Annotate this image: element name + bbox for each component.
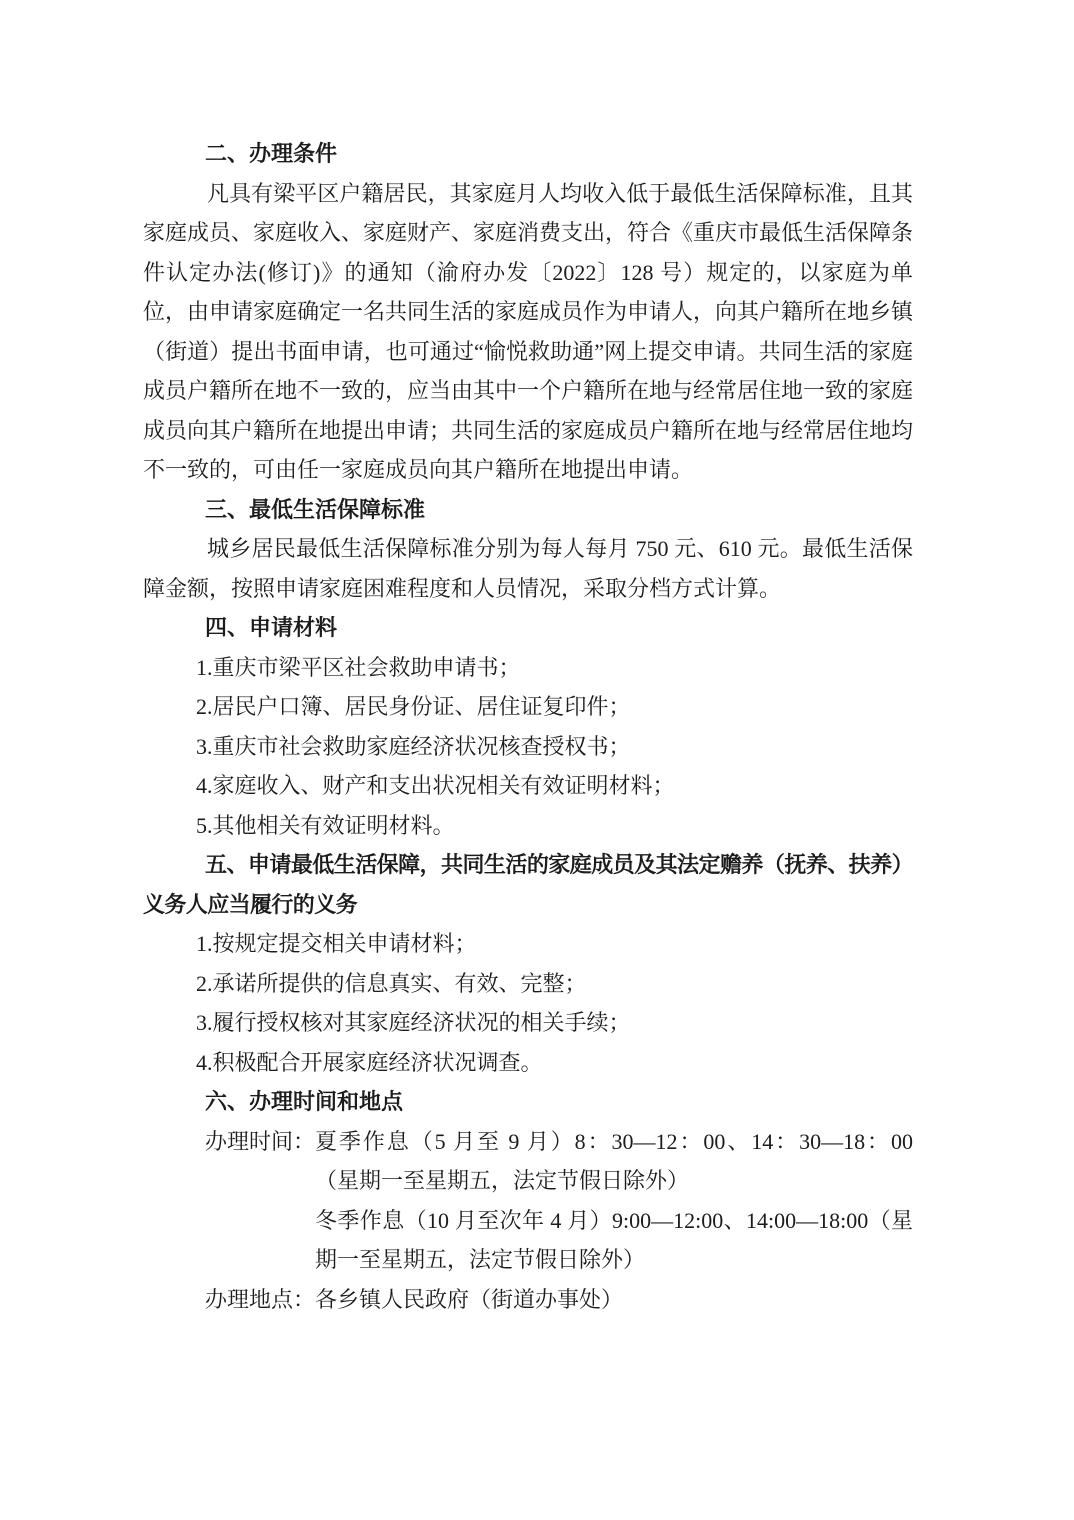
schedule-summer-hours: 夏季作息（5 月至 9 月）8：30—12：00、14：30—18：00（星期一至星期五，法定节假日除外） — [315, 1128, 913, 1193]
obligation-item-4: 4.积极配合开展家庭经济状况调查。 — [196, 1049, 543, 1075]
material-item-2: 2.居民户口簿、居民身份证、居住证复印件； — [196, 694, 631, 719]
material-item-4: 4.家庭收入、财产和支出状况相关有效证明材料； — [196, 773, 675, 798]
section-heading-obligations: 五、申请最低生活保障，共同生活的家庭成员及其法定赡养（抚养、扶养）义务人应当履行的义务 — [143, 852, 913, 917]
schedule-winter-hours: 冬季作息（10 月至次年 4 月）9:00—12:00、14:00—18:00（星期一至星期五，法定节假日除外） — [315, 1207, 913, 1272]
schedule-time-entries — [315, 1122, 913, 1280]
schedule-place-value: 各乡镇人民政府（街道办事处） — [315, 1286, 624, 1312]
section-heading-time-place: 六、办理时间和地点 — [205, 1089, 404, 1114]
obligation-item-3: 3.履行授权核对其家庭经济状况的相关手续； — [196, 1010, 631, 1035]
paragraph-conditions: 凡具有梁平区户籍居民，其家庭月人均收入低于最低生活保障标准，且其家庭成员、家庭收入、家庭财产、家庭消费支出，符合《重庆市最低生活保障条件认定办法(修订)》的通知（渝府办发〔2022〕128 号）规定的，以家庭为单位，由申请家庭确定一名共同生活的家庭成员作为申请人，向其户籍所在地乡镇（街道）提出书面申请，也可通过“愉悦救助通”网上提交申请。共同生活的家庭成员户籍所在地不一致的，应当由其中一个户籍所在地与经常居住地一致的家庭成员向其户籍所在地提出申请；共同生活的家庭成员户籍所在地与经常居住地均不一致的，可由任一家庭成员向其户籍所在地提出申请。 — [143, 180, 914, 482]
paragraph-standard: 城乡居民最低生活保障标准分别为每人每月 750 元、610 元。最低生活保障金额，按照申请家庭困难程度和人员情况，采取分档方式计算。 — [143, 536, 913, 601]
schedule-time-row — [143, 1122, 913, 1280]
document-content — [143, 134, 913, 1319]
section-heading-standard: 三、最低生活保障标准 — [205, 496, 426, 522]
obligation-item-1: 1.按规定提交相关申请材料； — [196, 931, 477, 956]
schedule-time-label: 办理时间： — [205, 1128, 316, 1154]
section-heading-materials: 四、申请材料 — [205, 615, 338, 640]
schedule-place-row — [143, 1280, 913, 1320]
material-item-5: 5.其他相关有效证明材料。 — [196, 812, 455, 838]
material-item-3: 3.重庆市社会救助家庭经济状况核查授权书； — [196, 733, 631, 759]
obligation-item-2: 2.承诺所提供的信息真实、有效、完整； — [196, 970, 587, 996]
material-item-1: 1.重庆市梁平区社会救助申请书； — [196, 654, 521, 680]
schedule-place-label: 办理地点： — [205, 1286, 316, 1312]
section-heading-conditions: 二、办理条件 — [205, 141, 338, 166]
